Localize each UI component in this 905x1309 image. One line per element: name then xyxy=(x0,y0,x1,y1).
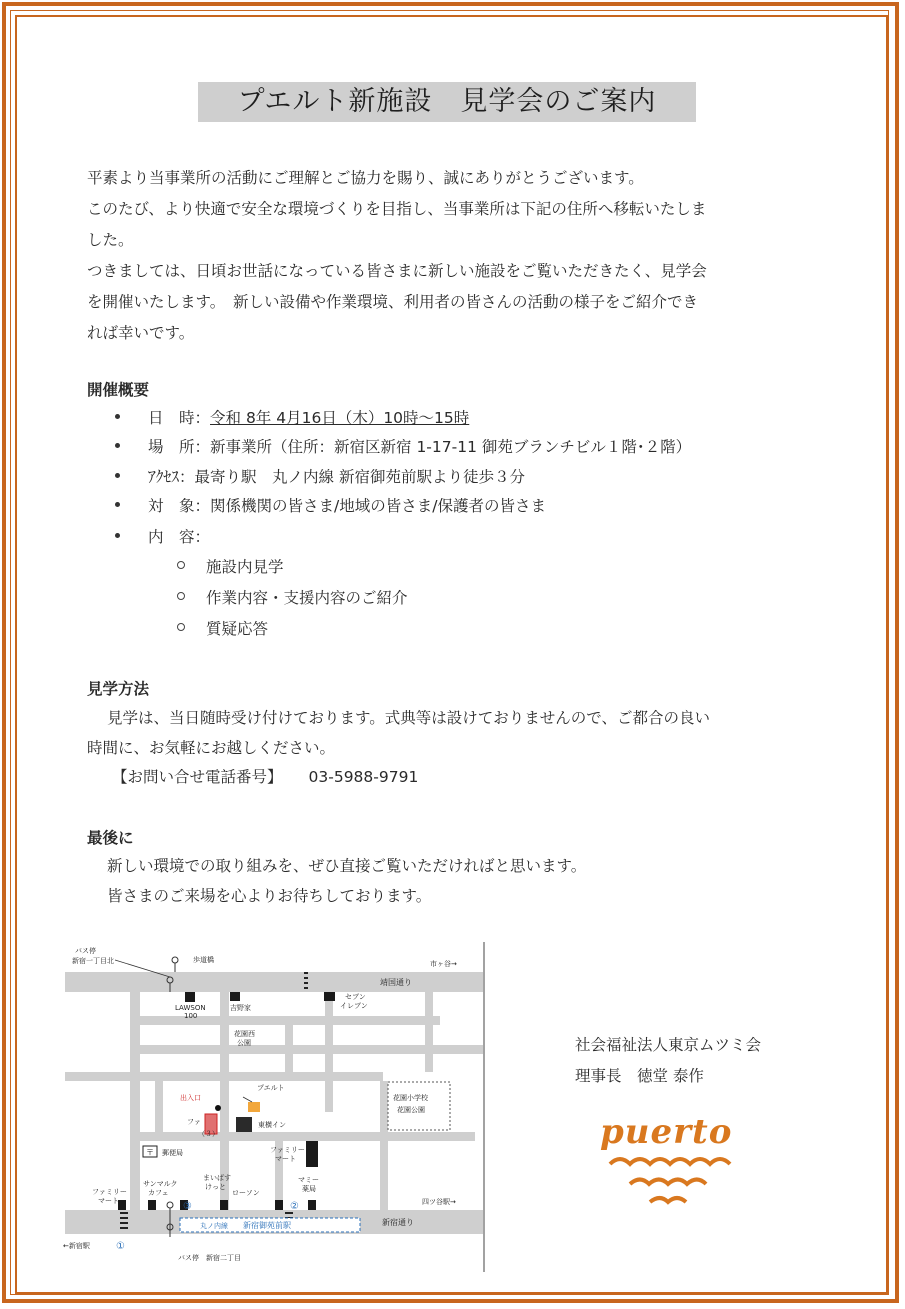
content-item: 作業内容・支援内容のご紹介 xyxy=(206,586,408,608)
organization-name: 社会福祉法人東京ムツミ会 xyxy=(575,1036,762,1054)
map-bus-stop-top2: 新宿一丁目北 xyxy=(72,957,114,965)
intro-line-1: 平素より当事業所の活動にご理解とご協力を賜り、誠にありがとうございます。 xyxy=(87,169,644,187)
overview-heading: 開催概要 xyxy=(87,381,150,399)
closing-heading: 最後に xyxy=(87,829,134,847)
map-lawson100: LAWSON xyxy=(175,1004,206,1012)
phone-number: 03-5988-9791 xyxy=(308,768,419,786)
intro-line-2: このたび、より快適で安全な環境づくりを目指し、当事業所は下記の住所へ移転いたしま xyxy=(87,200,707,218)
access-label: ｱｸｾｽ： xyxy=(148,468,195,486)
map-lawson: ローソン xyxy=(232,1189,260,1197)
overview-access xyxy=(148,465,525,487)
intro-line-5: を開催いたします。 新しい設備や作業環境、利用者の皆さんの活動の様子をご紹介でき xyxy=(87,293,699,311)
entrance-dot xyxy=(215,1105,221,1111)
map-maibasu: まいばす xyxy=(203,1174,231,1182)
intro-line-3: した。 xyxy=(87,231,134,249)
map-shinjuku-dori: 新宿通り xyxy=(382,1218,414,1227)
svg-text:〒: 〒 xyxy=(146,1148,154,1157)
phone-row xyxy=(112,765,418,787)
map-park1: 花園西 xyxy=(234,1030,255,1038)
overview-target xyxy=(148,494,546,516)
map-school: 花園小学校 xyxy=(393,1094,428,1102)
map-yotsuya: 四ツ谷駅→ xyxy=(422,1198,456,1206)
map-famima-pin: ファ xyxy=(187,1118,201,1126)
map-saint-marc: サンマルク xyxy=(143,1180,178,1188)
map-familymart2: マート xyxy=(275,1155,296,1163)
map-station: 新宿御苑前駅 xyxy=(243,1221,291,1230)
puerto-marker xyxy=(248,1102,260,1112)
intro-line-6: れば幸いです。 xyxy=(87,324,195,342)
overview-date xyxy=(148,406,469,428)
map-mami: マミー xyxy=(298,1176,319,1184)
map-shinjuku-station: ←新宿駅 xyxy=(63,1242,90,1250)
method-heading: 見学方法 xyxy=(87,680,150,698)
closing-line-1: 新しい環境での取り組みを、ぜひ直接ご覧いただければと思います。 xyxy=(107,857,587,875)
map-toyoko: 東横イン xyxy=(258,1121,286,1129)
map-yasukuni: 靖国通り xyxy=(380,978,412,987)
closing-line-2: 皆さまのご来場を心よりお待ちしております。 xyxy=(107,887,432,905)
map-yoshinoya: 吉野家 xyxy=(230,1004,251,1012)
map-park1b: 公園 xyxy=(237,1039,251,1047)
map-entrance: 出入口 xyxy=(180,1094,201,1102)
map-seven: セブン xyxy=(345,993,366,1001)
content-item: 質疑応答 xyxy=(206,617,268,639)
content-item: 施設内見学 xyxy=(206,555,284,577)
map-marunouchi: 丸ノ内線 xyxy=(200,1222,228,1230)
map-familymart-left: ファミリー xyxy=(92,1188,127,1196)
place-value: 新事業所（住所：新宿区新宿 1-17-11 御苑ブランチビル１階･２階） xyxy=(210,438,692,456)
logo-text: puerto xyxy=(600,1112,733,1152)
phone-label: 【お問い合せ電話番号】 xyxy=(112,768,283,786)
access-map xyxy=(60,942,485,1272)
access-value: 最寄り駅 丸ノ内線 新宿御苑前駅より徒歩３分 xyxy=(194,468,525,486)
map-footbridge: 歩道橋 xyxy=(193,956,214,964)
intro-line-4: つきましては、日頃お世話になっている皆さまに新しい施設をご覧いただきたく、見学会 xyxy=(87,262,707,280)
target-value: 関係機関の皆さま/地域の皆さま/保護者の皆さま xyxy=(210,497,546,515)
content-label: 内 容： xyxy=(148,528,211,546)
map-familymart: ファミリー xyxy=(270,1146,305,1154)
date-value: 令和 8年 4月16日（木）10時～15時 xyxy=(210,409,470,427)
map-mami2: 薬局 xyxy=(302,1185,316,1193)
map-lawson100b: 100 xyxy=(184,1012,198,1020)
chairman-name: 理事長 徳堂 泰作 xyxy=(575,1067,704,1085)
map-school2: 花園公園 xyxy=(397,1106,425,1114)
map-bus-stop-bottom: バス停 新宿二丁目 xyxy=(178,1254,241,1262)
map-seven2: イレブン xyxy=(340,1002,368,1010)
method-line-2: 時間に、お気軽にお越しください。 xyxy=(87,739,336,757)
map-maibasu2: けっと xyxy=(205,1183,226,1191)
page-title: プエルト新施設 見学会のご案内 xyxy=(198,82,696,122)
map-familymart-left2: マート xyxy=(98,1197,119,1205)
date-label: 日 時： xyxy=(148,409,211,427)
target-label: 対 象： xyxy=(148,497,211,515)
map-post: 郵便局 xyxy=(162,1149,183,1157)
overview-place xyxy=(148,435,691,457)
map-saint-marc2: カフェ xyxy=(148,1189,169,1197)
place-label: 場 所： xyxy=(148,438,211,456)
map-famima-pin2: （３） xyxy=(198,1130,219,1138)
puerto-logo xyxy=(600,1112,732,1152)
overview-content xyxy=(148,525,210,547)
map-exit-2: ② xyxy=(290,1201,299,1212)
map-ichigaya: 市ヶ谷→ xyxy=(430,960,457,968)
map-exit-1: ① xyxy=(116,1241,125,1252)
logo-waves xyxy=(605,1152,755,1212)
method-line-1: 見学は、当日随時受け付けております。式典等は設けておりませんので、ご都合の良い xyxy=(107,709,710,727)
map-exit-3: ③ xyxy=(183,1201,192,1212)
map-bus-stop-top: バス停 xyxy=(75,947,96,955)
map-puerto: プエルト xyxy=(257,1084,285,1092)
